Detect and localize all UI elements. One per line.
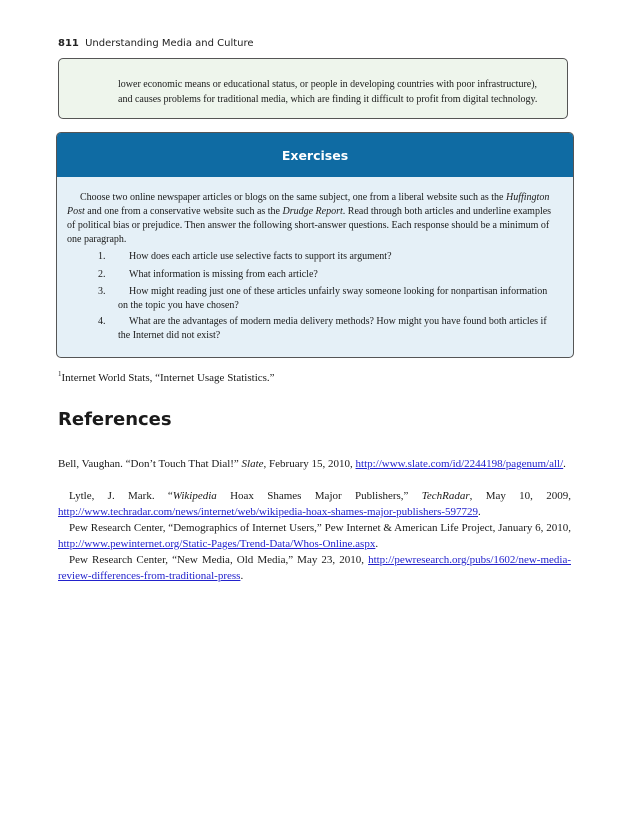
question-number: 1.	[98, 251, 106, 262]
ref-text: .	[240, 570, 244, 582]
ref-text: , February 15, 2010,	[263, 458, 356, 470]
references-heading: References	[58, 409, 172, 430]
exercises-intro	[67, 191, 561, 247]
reference-link[interactable]: http://pewresearch.org/pubs/1602/new-media-review-differences-from-traditional-press	[58, 554, 571, 582]
ref-text: .	[478, 506, 481, 518]
intro-huffington-post: Huffington Post	[67, 192, 550, 217]
takeaway-line-2: and causes problems for traditional media, which are finding it difficult to profit from digital technology.	[118, 93, 538, 105]
reference-item	[58, 488, 571, 520]
takeaway-line-1: lower economic means or educational status, or people in developing countries with poor infrastructure),	[118, 79, 538, 90]
exercises-header: Exercises	[57, 133, 573, 177]
question-text: How might reading just one of these articles unfairly sway someone looking for nonpartisan information on the topic you have chosen?	[118, 286, 548, 311]
ref-text: , May 10, 2009,	[469, 490, 571, 502]
question-item	[98, 315, 558, 343]
reference-item	[58, 456, 571, 472]
question-number: 4.	[98, 316, 106, 327]
question-text: What are the advantages of modern media delivery methods? How might you have found both articles if the Internet did not exist?	[118, 316, 547, 341]
book-title: Understanding Media and Culture	[85, 38, 254, 49]
footnote	[58, 370, 275, 384]
question-item	[98, 268, 558, 282]
ref-source: Wikipedia	[172, 490, 217, 502]
reference-link[interactable]: http://www.pewinternet.org/Static-Pages/Trend-Data/Whos-Online.aspx	[58, 538, 376, 550]
running-head	[58, 38, 254, 49]
question-text: How does each article use selective facts to support its argument?	[129, 251, 392, 262]
intro-text-c: . Read through both articles and underline examples of political bias or prejudice. Then answer the following short-answer questions. Each response should be a minimum of one paragraph.	[67, 206, 552, 245]
ref-source: Slate	[241, 458, 264, 470]
key-takeaway-box	[58, 58, 568, 119]
exercises-box	[56, 132, 574, 358]
ref-text: Pew Research Center, “Demographics of Internet Users,” Pew Internet & American Life Project, January 6, 2010,	[69, 522, 571, 534]
ref-text: Lytle, J. Mark. “	[69, 490, 173, 502]
question-item	[98, 285, 558, 313]
reference-link[interactable]: http://www.slate.com/id/2244198/pagenum/all/	[355, 458, 564, 470]
footnote-text: Internet World Stats, “Internet Usage Statistics.”	[61, 372, 275, 384]
question-text: What information is missing from each article?	[129, 269, 318, 280]
intro-text-a: Choose two online newspaper articles or blogs on the same subject, one from a liberal website such as the	[80, 192, 506, 203]
ref-source: TechRadar	[421, 490, 470, 502]
intro-text-b: and one from a conservative website such as the	[84, 206, 283, 217]
question-number: 2.	[98, 269, 106, 280]
ref-text: Bell, Vaughan. “Don’t Touch That Dial!”	[58, 458, 242, 470]
page-number: 811	[58, 38, 79, 49]
reference-item	[58, 520, 571, 552]
reference-item	[58, 552, 571, 584]
ref-text: Pew Research Center, “New Media, Old Media,” May 23, 2010,	[69, 554, 369, 566]
ref-text: .	[375, 538, 379, 550]
intro-drudge-report: Drudge Report	[282, 206, 343, 217]
reference-link[interactable]: http://www.techradar.com/news/internet/web/wikipedia-hoax-shames-major-publishers-597729	[58, 506, 479, 518]
ref-text: .	[563, 458, 566, 470]
question-item	[98, 250, 558, 264]
footnote-marker: 1	[58, 370, 62, 378]
ref-text: Hoax Shames Major Publishers,”	[216, 490, 422, 502]
question-number: 3.	[98, 286, 106, 297]
